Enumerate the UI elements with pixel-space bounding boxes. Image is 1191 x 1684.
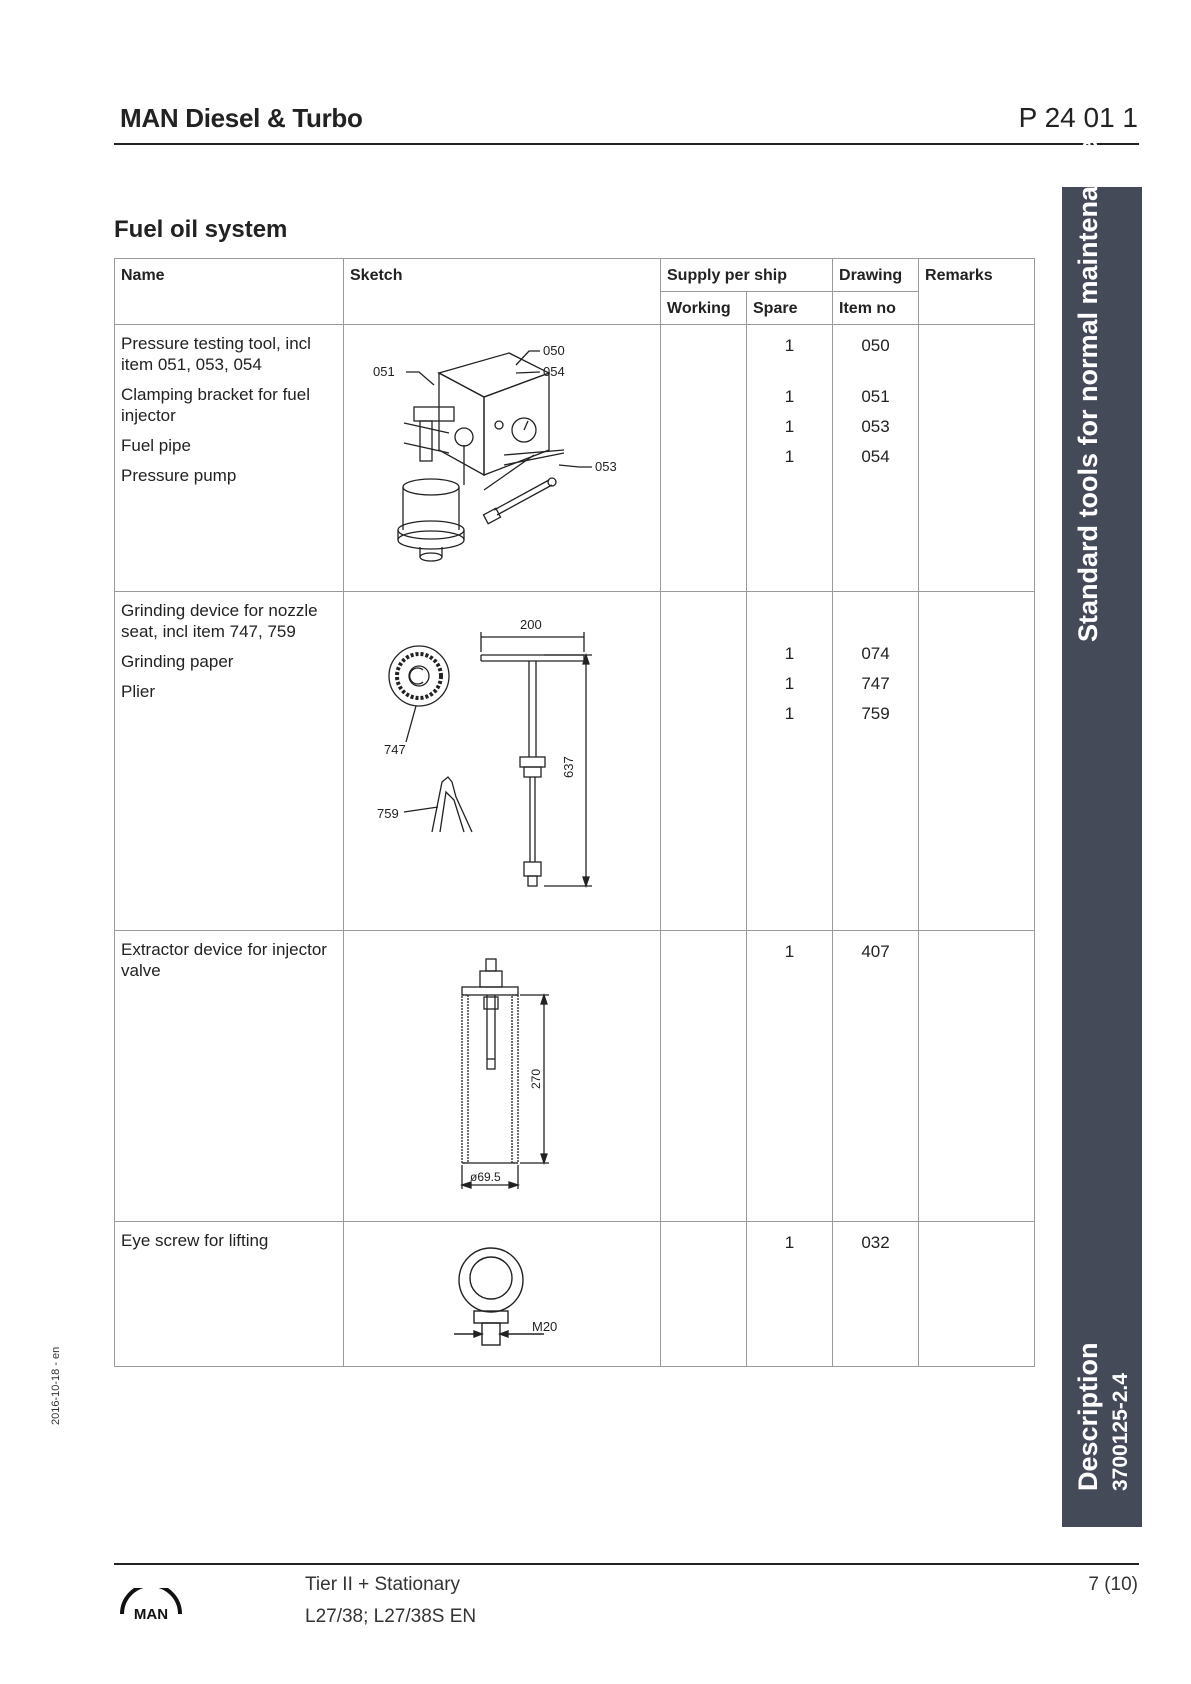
item-name: Grinding paper — [121, 652, 234, 671]
table-row — [115, 1222, 1035, 1367]
item-name: Pressure pump — [121, 466, 237, 485]
remarks-cell — [919, 325, 1035, 592]
logo-text: MAN — [133, 1606, 169, 1622]
spare-value: 1 — [784, 674, 795, 693]
sketch-label: ø69.5 — [470, 1170, 501, 1184]
spare-value: 1 — [784, 942, 795, 961]
item-name: Clamping bracket for fuel injector — [121, 385, 310, 425]
header-company: MAN Diesel & Turbo — [120, 103, 363, 133]
tools-table — [114, 258, 1035, 1367]
item-no-cell — [833, 325, 919, 592]
sketch-label: 050 — [543, 343, 565, 358]
item-name: Extractor device for injector valve — [121, 940, 327, 980]
grinding-device-sketch — [344, 592, 661, 930]
working-cell — [661, 931, 747, 1222]
page-number: 7 (10) — [1088, 1574, 1138, 1595]
man-logo-icon — [118, 1588, 184, 1627]
remarks-cell — [919, 931, 1035, 1222]
name-cell — [115, 1222, 344, 1367]
sketch-cell — [344, 592, 661, 931]
sketch-cell — [344, 931, 661, 1222]
item-no-cell — [833, 1222, 919, 1367]
col-header-remarks: Remarks — [919, 259, 1035, 325]
spare-value: 1 — [784, 704, 795, 723]
sketch-label: 759 — [377, 806, 399, 821]
item-no-value: 407 — [861, 942, 890, 961]
header-rule — [114, 143, 1139, 145]
item-no-cell — [833, 931, 919, 1222]
sidebar-topic: Standard tools for normal maintenance — [1073, 139, 1103, 642]
table-row — [115, 325, 1035, 592]
working-cell — [661, 1222, 747, 1367]
col-header-item-no: Item no — [833, 292, 919, 325]
spare-value: 1 — [784, 1233, 795, 1252]
spare-value: 1 — [784, 387, 795, 406]
spare-cell — [747, 592, 833, 931]
header-doc-code: P 24 01 1 — [1018, 102, 1138, 133]
sketch-label: 637 — [561, 756, 576, 778]
item-no-value: 053 — [861, 417, 890, 436]
name-cell — [115, 592, 344, 931]
spare-value: 1 — [784, 447, 795, 466]
item-name: Fuel pipe — [121, 436, 191, 455]
col-header-drawing: Drawing — [833, 259, 919, 292]
section-title: Fuel oil system — [114, 216, 288, 243]
sketch-label: M20 — [532, 1319, 558, 1334]
pressure-testing-tool-sketch — [344, 325, 661, 591]
item-no-value: 051 — [861, 387, 890, 406]
spare-cell — [747, 325, 833, 592]
sketch-label: 054 — [543, 364, 565, 379]
side-date: 2016-10-18 - en — [50, 1346, 62, 1425]
item-no-value: 759 — [861, 704, 890, 723]
col-header-spare: Spare — [747, 292, 833, 325]
remarks-cell — [919, 592, 1035, 931]
spare-cell — [747, 1222, 833, 1367]
footer-line1: Tier II + Stationary — [305, 1574, 461, 1595]
sketch-label: 747 — [384, 742, 406, 757]
name-cell — [115, 325, 344, 592]
footer-rule — [114, 1563, 1139, 1565]
sketch-label: 053 — [595, 459, 617, 474]
item-no-value: 054 — [861, 447, 890, 466]
eye-screw-sketch — [344, 1222, 661, 1366]
sketch-cell — [344, 1222, 661, 1367]
sidebar-band — [1062, 139, 1142, 1527]
sketch-cell — [344, 325, 661, 592]
working-cell — [661, 325, 747, 592]
item-name: Grinding device for nozzle seat, incl item 747, 759 — [121, 601, 318, 641]
col-header-name: Name — [115, 259, 344, 325]
table-row — [115, 592, 1035, 931]
spare-value: 1 — [784, 644, 795, 663]
item-name: Eye screw for lifting — [121, 1231, 269, 1250]
item-no-value: 032 — [861, 1233, 890, 1252]
col-header-supply: Supply per ship — [661, 259, 833, 292]
sketch-label: 051 — [373, 364, 395, 379]
item-no-value: 050 — [861, 336, 890, 355]
sketch-label: 270 — [529, 1068, 543, 1089]
table-row — [115, 931, 1035, 1222]
name-cell — [115, 931, 344, 1222]
remarks-cell — [919, 1222, 1035, 1367]
extractor-device-sketch — [344, 931, 661, 1221]
col-header-working: Working — [661, 292, 747, 325]
item-no-cell — [833, 592, 919, 931]
item-name: Plier — [121, 682, 156, 701]
footer-line2: L27/38; L27/38S EN — [305, 1606, 477, 1627]
spare-value: 1 — [784, 417, 795, 436]
spare-value: 1 — [784, 336, 795, 355]
working-cell — [661, 592, 747, 931]
item-no-value: 747 — [861, 674, 890, 693]
sidebar-description: Description — [1073, 1342, 1103, 1491]
sidebar-doc-number: 3700125-2.4 — [1109, 1373, 1132, 1491]
sketch-label: 200 — [520, 617, 542, 632]
item-name: Pressure testing tool, incl item 051, 053, 054 — [121, 334, 311, 374]
col-header-sketch: Sketch — [344, 259, 661, 325]
item-no-value: 074 — [861, 644, 890, 663]
spare-cell — [747, 931, 833, 1222]
